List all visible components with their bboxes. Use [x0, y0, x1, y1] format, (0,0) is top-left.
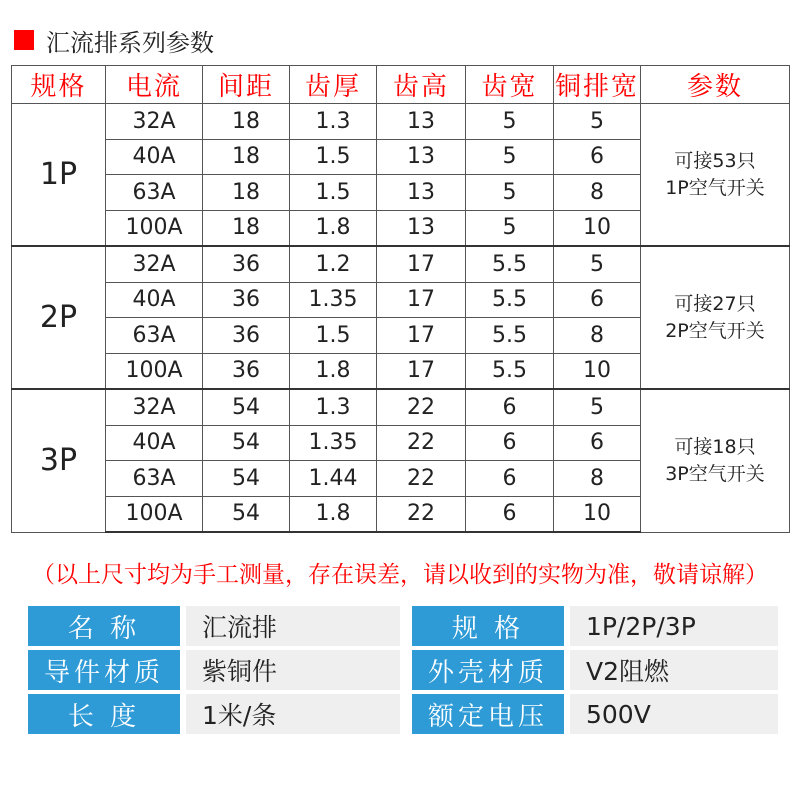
table-cell: 54: [203, 425, 290, 461]
table-cell: 6: [554, 139, 641, 175]
table-cell: 100A: [106, 210, 203, 246]
table-cell: 22: [377, 496, 466, 532]
spec-cell: 2P: [12, 246, 106, 389]
info-value: 1P/2P/3P: [570, 606, 778, 646]
column-header: 铜排宽: [554, 66, 641, 104]
params-cell: [641, 389, 790, 532]
table-cell: 5: [466, 210, 554, 246]
table-cell: 1.35: [290, 425, 377, 461]
column-header: 间距: [203, 66, 290, 104]
table-cell: 1.5: [290, 175, 377, 211]
table-cell: 13: [377, 175, 466, 211]
section-title: 汇流排系列参数: [46, 28, 214, 57]
table-cell: 1.44: [290, 461, 377, 497]
table-row: [12, 104, 790, 140]
table-cell: 5.5: [466, 353, 554, 389]
table-cell: 22: [377, 461, 466, 497]
table-cell: 17: [377, 353, 466, 389]
table-cell: 54: [203, 389, 290, 425]
table-cell: 6: [554, 425, 641, 461]
table-cell: 40A: [106, 139, 203, 175]
table-cell: 1.5: [290, 318, 377, 354]
table-cell: 36: [203, 318, 290, 354]
spec-cell: 3P: [12, 389, 106, 532]
table-cell: 5: [554, 246, 641, 282]
table-cell: 10: [554, 353, 641, 389]
table-cell: 1.2: [290, 246, 377, 282]
table-cell: 8: [554, 461, 641, 497]
measurement-disclaimer: （以上尺寸均为手工测量，存在误差，请以收到的实物为准，敬请谅解）: [32, 562, 768, 588]
table-row: [12, 246, 790, 282]
info-label: 长 度: [28, 694, 180, 734]
table-cell: 8: [554, 318, 641, 354]
table-header-row: [12, 66, 790, 104]
info-label: 外壳材质: [412, 650, 564, 690]
table-cell: 10: [554, 210, 641, 246]
info-row: [28, 650, 778, 690]
table-cell: 6: [466, 389, 554, 425]
column-header: 齿厚: [290, 66, 377, 104]
table-cell: 54: [203, 496, 290, 532]
table-cell: 63A: [106, 175, 203, 211]
table-cell: 6: [554, 282, 641, 318]
params-line: 可接27只: [674, 292, 756, 315]
table-cell: 100A: [106, 353, 203, 389]
table-cell: 32A: [106, 246, 203, 282]
table-cell: 10: [554, 496, 641, 532]
table-cell: 22: [377, 425, 466, 461]
table-cell: 18: [203, 139, 290, 175]
section-header: [14, 25, 214, 55]
table-cell: 1.8: [290, 210, 377, 246]
info-row: [28, 694, 778, 734]
table-cell: 5: [466, 139, 554, 175]
table-cell: 32A: [106, 104, 203, 140]
table-cell: 36: [203, 353, 290, 389]
table-cell: 17: [377, 282, 466, 318]
table-cell: 36: [203, 246, 290, 282]
table-cell: 54: [203, 461, 290, 497]
table-cell: 63A: [106, 318, 203, 354]
table-cell: 5.5: [466, 282, 554, 318]
info-value: V2阻燃: [570, 650, 778, 690]
table-cell: 22: [377, 389, 466, 425]
params-line: 1P空气开关: [665, 176, 765, 199]
table-cell: 18: [203, 210, 290, 246]
table-cell: 6: [466, 496, 554, 532]
table-cell: 5: [466, 175, 554, 211]
table-cell: 5.5: [466, 246, 554, 282]
params-cell: [641, 246, 790, 389]
column-header: 参数: [641, 66, 790, 104]
column-header: 齿宽: [466, 66, 554, 104]
info-label: 额定电压: [412, 694, 564, 734]
params-line: 可接53只: [674, 149, 756, 172]
table-cell: 18: [203, 175, 290, 211]
info-label: 规 格: [412, 606, 564, 646]
table-cell: 63A: [106, 461, 203, 497]
table-cell: 1.3: [290, 389, 377, 425]
column-header: 规格: [12, 66, 106, 104]
column-header: 电流: [106, 66, 203, 104]
table-cell: 40A: [106, 282, 203, 318]
table-cell: 36: [203, 282, 290, 318]
table-cell: 17: [377, 246, 466, 282]
info-value: 紫铜件: [186, 650, 400, 690]
table-cell: 40A: [106, 425, 203, 461]
table-cell: 5.5: [466, 318, 554, 354]
table-cell: 5: [466, 104, 554, 140]
table-cell: 1.5: [290, 139, 377, 175]
red-square-icon: [14, 30, 34, 50]
table-cell: 13: [377, 139, 466, 175]
product-info-grid: [28, 606, 778, 738]
table-cell: 18: [203, 104, 290, 140]
table-cell: 5: [554, 104, 641, 140]
table-cell: 13: [377, 104, 466, 140]
table-cell: 6: [466, 425, 554, 461]
table-cell: 6: [466, 461, 554, 497]
table-cell: 1.8: [290, 353, 377, 389]
params-line: 3P空气开关: [665, 462, 765, 485]
table-cell: 1.3: [290, 104, 377, 140]
table-cell: 17: [377, 318, 466, 354]
column-header: 齿高: [377, 66, 466, 104]
parameter-table: [11, 65, 790, 533]
info-value: 1米/条: [186, 694, 400, 734]
table-cell: 1.8: [290, 496, 377, 532]
info-label: 名 称: [28, 606, 180, 646]
table-body: [12, 104, 790, 533]
info-row: [28, 606, 778, 646]
table-cell: 13: [377, 210, 466, 246]
table-cell: 32A: [106, 389, 203, 425]
table-cell: 8: [554, 175, 641, 211]
info-label: 导件材质: [28, 650, 180, 690]
params-line: 可接18只: [674, 435, 756, 458]
table-cell: 5: [554, 389, 641, 425]
info-value: 汇流排: [186, 606, 400, 646]
params-line: 2P空气开关: [665, 319, 765, 342]
table-row: [12, 389, 790, 425]
table-cell: 1.35: [290, 282, 377, 318]
table-cell: 100A: [106, 496, 203, 532]
spec-cell: 1P: [12, 104, 106, 247]
info-value: 500V: [570, 694, 778, 734]
params-cell: [641, 104, 790, 247]
